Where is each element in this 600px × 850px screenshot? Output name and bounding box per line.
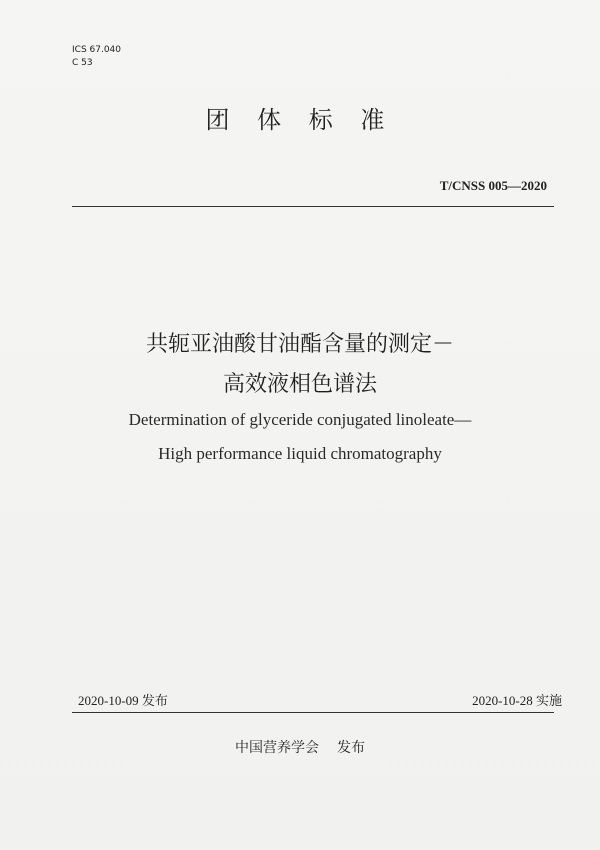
standard-type-heading: 团 体 标 准: [205, 106, 395, 134]
title-english-line-1: Determination of glyceride conjugated linoleate—: [128, 410, 472, 429]
standard-number: T/CNSS 005—2020: [439, 178, 547, 193]
publisher-action: 发布: [337, 740, 365, 756]
classification-codes: [72, 44, 121, 70]
top-divider: [72, 206, 554, 207]
title-chinese-line-2: 高效液相色谱法: [222, 372, 377, 397]
ccs-code: C 53: [72, 58, 93, 68]
bottom-divider: [72, 712, 554, 713]
ics-code: ICS 67.040: [72, 45, 122, 55]
issue-date: 2020-10-09 发布: [78, 693, 168, 708]
publisher-name: 中国营养学会: [235, 740, 319, 756]
title-chinese-line-1: 共轭亚油酸甘油酯含量的测定－: [145, 332, 454, 357]
publisher-line: [0, 737, 600, 757]
title-english-line-2: High performance liquid chromatography: [158, 444, 442, 463]
implementation-date: 2020-10-28 实施: [472, 693, 562, 708]
